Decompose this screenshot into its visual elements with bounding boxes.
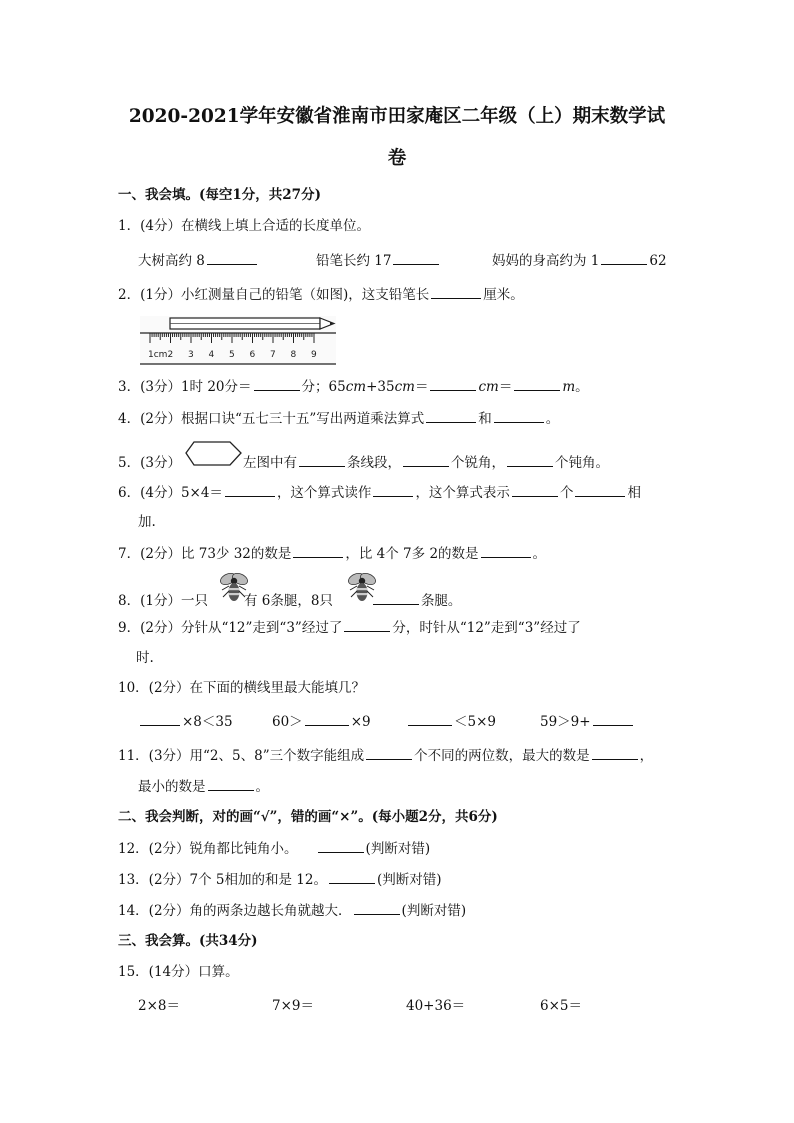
q3-p1: 3．(3分）1时 20分＝	[118, 379, 252, 395]
q3-blank-3	[514, 376, 560, 391]
q3-p5: ＝	[498, 379, 513, 395]
section-1-heading: 一、我会填。(每空1分，共27分)	[118, 187, 321, 203]
q3-p3: +35	[366, 379, 395, 395]
q12-p1: 12．(2分）锐角都比钝角小。	[118, 841, 298, 857]
q4-line	[118, 408, 559, 429]
q11-blank-3	[208, 776, 254, 791]
q10-item-c	[406, 711, 496, 732]
q10-b-text-1: 60＞	[272, 714, 303, 730]
q3-blank-2	[430, 376, 476, 391]
q4-blank-2	[494, 408, 544, 423]
q4-p1: 4．(2分）根据口诀“五七三十五”写出两道乘法算式	[118, 411, 425, 427]
q8-p2: 有 6条腿，8只	[243, 593, 333, 609]
q6-blank-2	[373, 482, 413, 497]
q15-item: 6×5＝	[540, 998, 582, 1014]
q1-c-tail: 62	[649, 253, 667, 269]
q12-p2: (判断对错)	[365, 841, 431, 857]
q10-a-blank	[140, 711, 180, 726]
q9-blank-1	[344, 617, 390, 632]
q9-p2: 分，时针从“12”走到“3”经过了	[392, 620, 581, 636]
q1-stem: 1．(4分）在横线上填上合适的长度单位。	[118, 218, 370, 234]
q3-p2: 分；65	[301, 379, 346, 395]
q6-p4: 个	[559, 485, 574, 501]
q11-line	[118, 745, 653, 766]
q6-continuation: 加.	[138, 514, 156, 530]
q13-p2: (判断对错)	[376, 872, 442, 888]
q3-unit-1: cm	[345, 379, 367, 395]
q5-p3: 条线段，	[346, 455, 401, 471]
q14-blank	[354, 900, 400, 915]
ruler-label: 9	[311, 350, 317, 360]
q10-item-b	[272, 711, 371, 732]
q1-b-blank	[393, 250, 439, 265]
q14-line	[118, 900, 466, 921]
q1-c-blank	[601, 250, 647, 265]
q1-item-a	[138, 250, 259, 271]
q6-p5: 相	[627, 485, 641, 501]
q2-after: 厘米。	[483, 287, 524, 303]
q6-blank-1	[225, 482, 275, 497]
q1-a-text: 大树高约 8	[138, 253, 205, 269]
ruler-label: 7	[270, 350, 276, 360]
q1-b-text: 铅笔长约 17	[316, 253, 392, 269]
q5-blank-3	[507, 452, 553, 467]
q6-blank-4	[575, 482, 625, 497]
ruler-label: 3	[188, 350, 194, 360]
q6-p3: ，这个算式表示	[415, 485, 510, 501]
q4-p2: 和	[478, 411, 492, 427]
q15-item: 40+36＝	[406, 998, 466, 1014]
q5-p5: 个钝角。	[554, 455, 609, 471]
q4-p3: 。	[545, 411, 560, 427]
q14-p1: 14．(2分）角的两条边越长角就越大．	[118, 903, 352, 919]
q10-stem: 10．(2分）在下面的横线里最大能填几？	[118, 680, 366, 696]
q10-a-text: ×8＜35	[182, 714, 233, 730]
q6-p1: 6．(4分）5×4＝	[118, 485, 223, 501]
q3-unit-3: cm	[478, 379, 499, 395]
q2-line	[118, 284, 524, 305]
q1-c-text: 妈妈的身高约为 1	[492, 253, 600, 269]
section-3-heading: 三、我会算。(共34分)	[118, 933, 258, 949]
q11-line-2	[138, 776, 269, 797]
ruler-label: 8	[290, 350, 297, 360]
q9-p1: 9．(2分）分针从“12”走到“3”经过了	[118, 620, 343, 636]
q11-blank-1	[366, 745, 412, 760]
q7-line	[118, 543, 546, 564]
ruler-label: 4	[208, 350, 215, 360]
q10-b-blank	[305, 711, 349, 726]
ruler-label: 6	[249, 350, 256, 360]
section-2-heading: 二、我会判断，对的画“√”，错的画“×”。(每小题2分，共6分)	[118, 809, 498, 825]
q15-stem: 15．(14分）口算。	[118, 964, 239, 980]
q8-p1: 8．(1分）一只	[118, 593, 208, 609]
q1-item-b	[316, 250, 441, 271]
q7-p2: ，比 4个 7多 2的数是	[345, 546, 479, 562]
q11-p5: 。	[255, 779, 269, 795]
q10-item-a	[138, 711, 233, 732]
q3-blank-1	[254, 376, 300, 391]
q12-blank	[318, 838, 364, 853]
q1-item-c	[492, 250, 667, 271]
ruler-label: 1cm	[148, 350, 168, 360]
q10-b-text-2: ×9	[350, 714, 371, 730]
q13-blank	[329, 869, 375, 884]
q5-p1: 5．(3分）	[118, 455, 181, 471]
q3-p6: 。	[575, 379, 589, 395]
q6-p2: ，这个算式读作	[276, 485, 372, 501]
q8-line	[118, 590, 461, 611]
q2-blank	[431, 284, 481, 299]
q12-line	[118, 838, 430, 859]
q10-c-blank	[408, 711, 452, 726]
q8-blank	[373, 590, 419, 605]
q5-blank-1	[299, 452, 345, 467]
q10-d-blank	[593, 711, 633, 726]
q10-c-text: ＜5×9	[454, 714, 496, 730]
q15-item: 2×8＝	[138, 998, 180, 1014]
hexagon-figure	[185, 440, 245, 470]
ruler-label: 2	[167, 350, 174, 360]
q15-item: 7×9＝	[272, 998, 314, 1014]
q8-p3: 条腿。	[420, 593, 462, 609]
q5-blank-2	[403, 452, 449, 467]
bee-icon	[346, 570, 378, 606]
q11-blank-2	[592, 745, 638, 760]
q6-blank-3	[512, 482, 558, 497]
q7-p1: 7．(2分）比 73少 32的数是	[118, 546, 292, 562]
q5-p4: 个锐角，	[450, 455, 505, 471]
q9-line	[118, 617, 581, 638]
q9-p3: 时.	[136, 650, 154, 666]
exam-title-line1: 2020-2021学年安徽省淮南市田家庵区二年级（上）期末数学试	[128, 106, 666, 127]
q9-line-2	[138, 647, 154, 668]
pencil-icon	[170, 318, 334, 329]
exam-title-line2: 卷	[387, 148, 407, 169]
q10-item-d	[540, 711, 635, 732]
q11-p3: ，	[639, 748, 654, 764]
ruler-label: 5	[229, 350, 235, 360]
q11-p1: 11．(3分）用“2、5、8”三个数字能组成	[118, 748, 365, 764]
q11-p4: 最小的数是	[138, 779, 206, 795]
q14-p2: (判断对错)	[401, 903, 467, 919]
q3-unit-4: m	[562, 379, 576, 395]
q5-p2: 左图中有	[242, 455, 297, 471]
q13-p1: 13．(2分）7个 5相加的和是 12。	[118, 872, 327, 888]
q7-blank-1	[293, 543, 343, 558]
bee-icon	[218, 570, 250, 606]
q3-line	[118, 376, 589, 397]
q3-unit-2: cm	[394, 379, 415, 395]
q7-blank-2	[481, 543, 531, 558]
q3-p4: ＝	[414, 379, 429, 395]
q10-d-text: 59＞9+	[540, 714, 591, 730]
q1-a-blank	[207, 250, 257, 265]
q13-line	[118, 869, 442, 890]
q11-p2: 个不同的两位数，最大的数是	[414, 748, 590, 764]
q2-before: 2．(1分）小红测量自己的铅笔（如图)，这支铅笔长	[118, 287, 430, 303]
q7-p3: 。	[532, 546, 547, 562]
q6-line	[118, 482, 641, 503]
ruler-pencil-figure	[140, 312, 340, 368]
q4-blank-1	[426, 408, 476, 423]
